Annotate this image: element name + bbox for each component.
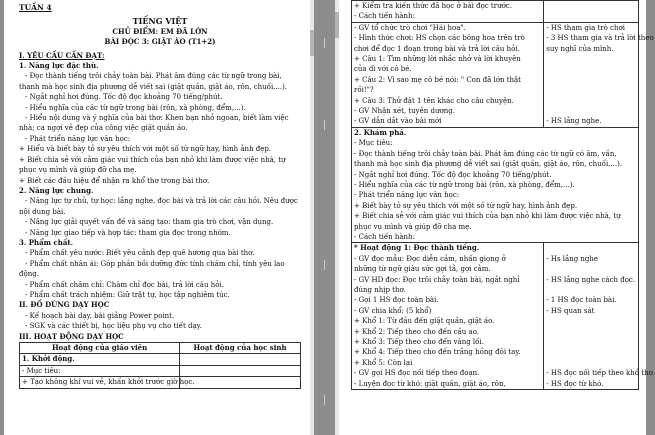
text-line: - Hiểu nội dung và ý nghĩa của bài thơ: Khen bạn nhỏ ngoan, biết làm việc [25, 114, 289, 123]
cell-line: - Đọc thành tiếng trôi chảy toàn bài. Phát âm đúng các từ ngữ có âm, vần, [354, 149, 617, 158]
table-row [20, 365, 301, 376]
cell-line: - Luyện đọc từ khó: giặt quần, giặt áo, rôn, [354, 379, 506, 388]
text-line: - Phát triển năng lực văn học: [25, 134, 131, 143]
lesson-activity-table-right [351, 0, 655, 390]
cell-line [546, 54, 636, 64]
text-line: - Phẩm chất chăm chỉ: Chăm chỉ đọc bài, trả lời câu hỏi. [25, 280, 224, 289]
student-column-header: Hoạt động của học sinh [180, 343, 301, 354]
cell-line: - HS đọc từ khó. [546, 379, 604, 388]
teacher-activity-cell [352, 127, 639, 242]
cell-line: - HS lắng nghe. [546, 117, 602, 126]
cell-line: - 1 HS đọc toàn bài. [546, 296, 617, 305]
cell-line [546, 327, 636, 337]
text-line: III. HOẠT ĐỘNG DẠY HỌC [19, 331, 124, 341]
cell-line: + Câu 3: Thử đặt 1 tên khác cho câu chuyện. [354, 96, 514, 105]
text-line: - Năng lực giải quyết vấn đề và sáng tạo: tham gia trò chơi, vận dụng. [25, 218, 274, 227]
document-page-right [335, 0, 655, 435]
text-line: 1. Năng lực đặc thù. [19, 61, 99, 71]
lesson-activity-table-left [19, 342, 301, 389]
cell-line: - 3 HS tham gia và trả lời theo [546, 34, 654, 43]
teacher-activity-cell [352, 243, 544, 390]
table-body [20, 354, 301, 388]
text-line: động. [19, 270, 39, 279]
text-line: - Năng lực tự chủ, tự học: lắng nghe, đọc bài và trả lời các câu hỏi. Nêu được [25, 197, 298, 206]
cell-line [546, 264, 636, 274]
text-line: - Ngắt nghỉ hơi đúng. Tốc độ đọc khoảng 70 tiếng/phút. [25, 93, 223, 102]
text-line: II. ĐỒ DÙNG DẠY HỌC [19, 300, 110, 310]
table-row [352, 127, 639, 242]
cell-line: - Phát triển năng lực văn học: [354, 191, 460, 200]
page-scrollbar-right[interactable] [335, 0, 339, 435]
student-activity-cell [180, 377, 301, 388]
cell-line: * Hoạt động 1: Đọc thành tiếng. [354, 243, 480, 253]
left-page-content [19, 3, 301, 389]
student-activity-cell [180, 354, 301, 365]
cell-line [546, 316, 636, 326]
text-line: thanh mà học sinh địa phương dễ viết sai (giặt quần, giặt áo, rôn, chuối,...). [19, 82, 288, 91]
student-activity-cell [544, 243, 655, 390]
objectives-section [19, 51, 301, 342]
cell-line [546, 285, 636, 295]
cell-line: đúng nhịp thơ. [354, 285, 406, 294]
text-line: 2. Năng lực chung. [19, 185, 94, 195]
document-page-left [4, 0, 314, 435]
teacher-column-header: Hoạt động của giáo viên [20, 343, 180, 354]
student-activity-cell [544, 22, 654, 127]
cell-line: + Câu 2: Vì sao mẹ cô bé nói: " Con đã lớn thật [354, 75, 521, 84]
cell-line: + Khổ 5: Còn lại [354, 358, 413, 367]
cell-line: - Mục tiêu: [354, 139, 393, 148]
cell-line [546, 75, 636, 85]
table-row [20, 354, 301, 365]
teacher-activity-cell [352, 1, 544, 23]
lesson-title: BÀI ĐỌC 3: GIẶT ÁO (T1+2) [104, 37, 216, 47]
teacher-activity-cell: + Tạo không khí vui vẻ, khấn khởi trước giờ học. [20, 377, 180, 388]
cell-line [546, 106, 636, 116]
cell-line: 2. Khám phá. [354, 127, 407, 137]
cell-line: - Hình thức chơi: HS chọn các bông hoa trên trò [354, 34, 525, 43]
cell-line: - GV HD đọc: Đọc trôi chảy toàn bài, ngắt nghỉ [354, 275, 520, 284]
text-line: - Hiểu nghĩa của các từ ngữ trong bài (rôn, xà phòng, đểm,...). [25, 103, 246, 112]
text-line: - Đọc thành tiếng trôi chảy toàn bài. Phát âm đúng các từ ngữ trong bài, [25, 72, 282, 81]
table-row [352, 22, 639, 127]
cell-line: - Hs lắng nghe [546, 254, 599, 263]
student-activity-cell [544, 1, 639, 23]
cell-line: + Biết bày tỏ sự yêu thích với một số từ ngữ hay, hình ảnh đẹp. [354, 201, 578, 210]
cell-line: - GV tổ chức trò chơi "Hái hoa". [354, 23, 466, 32]
cell-line: phục vụ mình và giúp đỡ cha mẹ. [354, 222, 472, 231]
cell-line: thanh mà học sinh địa phương dễ viết sai (giặt quần, giặt áo, rôn, chuối,...). [354, 160, 623, 169]
cell-line: - GV gọi HS đọc nối tiếp theo đoạn. [354, 369, 480, 378]
text-line: 3. Phẩm chất. [19, 237, 74, 247]
teacher-activity-cell: - Mục tiêu: [20, 365, 180, 376]
text-line: - Phẩm chất yêu nước: Biết yêu cảnh đẹp quê hương qua bài thơ. [25, 249, 255, 258]
subject-title: TIẾNG VIỆT [132, 16, 188, 27]
cell-line: + Khổ 1: Từ đầu đến giặt quần, giặt áo. [354, 317, 495, 326]
cell-line [546, 96, 636, 106]
page-gap [316, 0, 333, 435]
text-line: - Năng lực giao tiếp và hợp tác: tham gia đọc trong nhóm. [25, 228, 231, 237]
cell-line: của dì với cô bé. [354, 65, 412, 74]
table-row [352, 1, 639, 23]
cell-line: - Cách tiến hành: [354, 232, 415, 241]
week-label: TUẦN 4 [19, 3, 52, 12]
teacher-activity-cell: 1. Khởi động. [20, 354, 180, 365]
cell-line: suy nghĩ của mình. [546, 44, 614, 53]
table-header-row [20, 343, 301, 354]
cell-line: - Gọi 1 HS đọc toàn bài. [354, 296, 439, 305]
cell-line [546, 85, 636, 95]
theme-title: CHỦ ĐIỂM: EM ĐÃ LỚN [112, 26, 208, 36]
text-line: - Phẩm chất nhân ái: Góp phần bồi dưỡng đức tính chăm chỉ, tính yêu lao [25, 259, 285, 268]
cell-line: + Khổ 4: Tiếp theo cho đến trắng hồng đôi tay. [354, 348, 521, 357]
cell-line: chơi để đọc 1 đoạn trong bài và trả lời câu hỏi. [354, 44, 520, 53]
cell-line [546, 358, 636, 368]
cell-line: + Khổ 2: Tiếp theo cho đến cầu ao. [354, 327, 480, 336]
table-body [352, 1, 655, 390]
text-line: - Phẩm chất trách nhiệm: Giữ trật tự, học tập nghiêm túc. [25, 290, 230, 299]
cell-line: - HS tham gia trò chơi [546, 23, 625, 32]
cell-line: + Khổ 3: Tiếp theo cho đến vàng lối. [354, 338, 484, 346]
cell-line: - HS đọc nối tiếp theo khổ thơ. [546, 369, 655, 378]
cell-line: rồi!"? [354, 86, 374, 95]
cell-line: - Ngắt nghỉ hơi đúng. Tốc độ đọc khoảng 70 tiếng/phút. [354, 170, 552, 179]
student-activity-cell [180, 365, 301, 376]
cell-line [546, 337, 636, 347]
text-line: - Kế hoạch bài dạy, bài giảng Power point. [25, 311, 175, 320]
cell-line: - Cách tiến hành: [354, 12, 415, 21]
text-line: nội dung bài. [19, 207, 66, 216]
cell-line: - GV Nhận xét, tuyên dương. [354, 107, 455, 116]
cell-line: + Câu 1: Tìm những lời nhắc nhở và lời khuyên [354, 55, 521, 64]
teacher-activity-cell [352, 22, 544, 127]
text-line: + Biết các đầu hiệu để nhận ra khổ thơ trong bài thơ. [19, 176, 210, 185]
table-row [352, 243, 639, 390]
right-page-content [351, 0, 655, 390]
cell-line: những từ ngữ giàu sức gợi tả, gợi cảm. [354, 265, 491, 274]
text-line: nhà; ca ngợi vẻ đẹp của công việc giặt quần áo. [19, 124, 188, 133]
cell-line [546, 347, 636, 357]
table-row [20, 377, 301, 388]
cell-line [546, 243, 636, 253]
text-line: I. YÊU CẦU CẦN ĐẠT: [19, 50, 105, 60]
cell-line: - GV đọc mẫu: Đọc diễn cảm, nhấn giọng ở [354, 254, 506, 263]
cell-line: + Biết chia sẻ với cảm giác vui thích của bạn nhỏ khi làm được việc nhà, tự [354, 212, 621, 221]
text-line: - SGK và các thiết bị, học liệu phụ vụ cho tiết dạy. [25, 322, 202, 331]
cell-line [546, 64, 636, 74]
text-line: phục vụ mình và giúp đỡ cha mẹ. [19, 166, 137, 175]
cell-line: - HS quan sát [546, 306, 595, 315]
cell-line: - GV chia khổ: (5 khổ) [354, 306, 432, 315]
text-line: + Biết chia sẻ với cảm giác vui thích của bạn nhỏ khi làm được việc nhà, tự [19, 155, 286, 164]
page-scrollbar-left[interactable] [310, 0, 314, 435]
cell-line: - GV dẫn dắt vào bài mới [354, 117, 442, 126]
cell-line: - Hiểu nghĩa của các từ ngữ trong bài (rôn, xà phòng, đểm,...). [354, 180, 575, 189]
cell-line: - HS lắng nghe cách đọc. [546, 275, 636, 284]
text-line: + Hiểu và biết bày tỏ sự yêu thích với một số từ ngữ hay, hình ảnh đẹp. [19, 145, 272, 154]
cell-line: + Kiểm tra kiến thức đã học ở bài đọc trước. [354, 2, 512, 10]
